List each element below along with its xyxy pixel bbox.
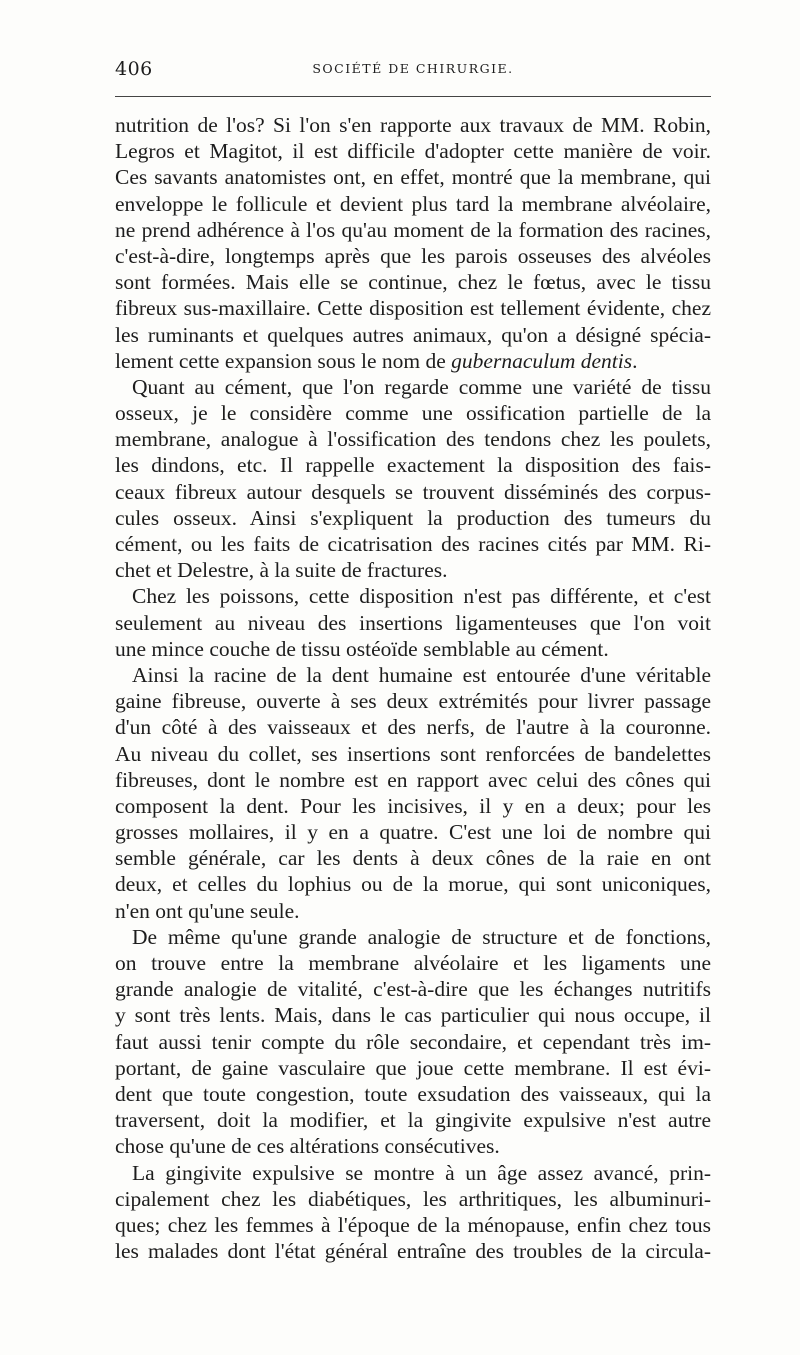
text-line-content: ceaux fibreux autour desquels se trouvent disséminés des corpus- xyxy=(115,479,711,504)
text-line xyxy=(115,426,711,452)
text-line-content: fibreux sus-maxillaire. Cette disposition est tellement évidente, chez xyxy=(115,296,711,321)
text-line xyxy=(115,479,711,505)
text-line-content: Quant au cément, que l'on regarde comme une variété de tissu xyxy=(132,374,711,399)
text-line-content: osseux, je le considère comme une ossification partielle de la xyxy=(115,401,711,426)
text-line xyxy=(115,1002,711,1028)
running-head: SOCIÉTÉ DE CHIRURGIE. xyxy=(312,61,514,76)
text-line-content: seulement au niveau des insertions ligamenteuses que l'on voit xyxy=(115,610,711,635)
text-line-content: chose qu'une de ces altérations consécutives. xyxy=(115,1134,500,1159)
text-line-content: dent que toute congestion, toute exsudation des vaisseaux, qui la xyxy=(115,1081,711,1106)
text-line-content: composent la dent. Pour les incisives, il y en a deux; pour les xyxy=(115,793,711,818)
text-line-content: Legros et Magitot, il est difficile d'adopter cette manière de voir. xyxy=(115,139,711,164)
text-line-content: gaine fibreuse, ouverte à ses deux extrémités pour livrer passage xyxy=(115,689,711,714)
text-line-content: ne prend adhérence à l'os qu'au moment de la formation des racines, xyxy=(115,217,711,242)
text-line xyxy=(115,1081,711,1107)
text-line xyxy=(115,217,711,243)
text-line xyxy=(115,950,711,976)
text-line xyxy=(115,243,711,269)
text-line-content: fibreuses, dont le nombre est en rapport avec celui des cônes qui xyxy=(115,767,711,792)
text-line xyxy=(115,191,711,217)
text-line xyxy=(115,662,711,688)
text-line-content: chet et Delestre, à la suite de fractures. xyxy=(115,558,448,583)
text-line-content: les dindons, etc. Il rappelle exactement la disposition des fais- xyxy=(115,453,711,478)
text-line xyxy=(115,112,711,138)
text-line xyxy=(115,269,711,295)
text-line xyxy=(115,1055,711,1081)
text-line-tail: . xyxy=(632,348,638,373)
text-line xyxy=(115,1238,711,1264)
text-line-content: grande analogie de vitalité, c'est-à-dire que les échanges nutritifs xyxy=(115,977,711,1002)
text-line-content: cules osseux. Ainsi s'expliquent la production des tumeurs du xyxy=(115,505,711,530)
text-line xyxy=(115,1107,711,1133)
text-line xyxy=(115,871,711,897)
text-line xyxy=(115,845,711,871)
text-line xyxy=(115,505,711,531)
text-line xyxy=(115,793,711,819)
text-line xyxy=(115,452,711,478)
text-line xyxy=(115,688,711,714)
text-line-content: portant, de gaine vasculaire que joue cette membrane. Il est évi- xyxy=(115,1055,711,1080)
text-line-content: nutrition de l'os? Si l'on s'en rapporte aux travaux de MM. Robin, xyxy=(115,113,711,137)
text-line-content: semble générale, car les dents à deux cônes de la raie en ont xyxy=(115,846,711,871)
header-rule xyxy=(115,96,711,97)
text-line-content: faut aussi tenir compte du rôle secondaire, et cependant très im- xyxy=(115,1029,711,1054)
italic-term: gubernaculum dentis xyxy=(451,348,633,373)
text-line xyxy=(115,924,711,950)
text-line-content: Ces savants anatomistes ont, en effet, montré que la membrane, qui xyxy=(115,165,711,190)
text-line-content: n'en ont qu'une seule. xyxy=(115,898,300,923)
text-line-content: ques; chez les femmes à l'époque de la ménopause, enfin chez tous xyxy=(115,1212,711,1237)
text-line xyxy=(115,400,711,426)
text-line xyxy=(115,348,711,374)
text-line-content: enveloppe le follicule et devient plus tard la membrane alvéolaire, xyxy=(115,191,711,216)
text-line-content: les malades dont l'état général entraîne des troubles de la circula- xyxy=(115,1239,711,1264)
text-line xyxy=(115,1186,711,1212)
text-line-content: les ruminants et quelques autres animaux, qu'on a désigné spécia- xyxy=(115,322,711,347)
text-line-content: y sont très lents. Mais, dans le cas particulier qui nous occupe, il xyxy=(115,1003,711,1028)
text-line-content: cipalement chez les diabétiques, les arthritiques, les albuminuri- xyxy=(115,1186,711,1211)
text-line-content: c'est-à-dire, longtemps après que les parois osseuses des alvéoles xyxy=(115,243,711,268)
text-line xyxy=(115,636,711,662)
page-header xyxy=(115,58,711,84)
text-line xyxy=(115,531,711,557)
text-line-content: lement cette expansion sous le nom de xyxy=(115,348,452,373)
text-line-content: traversent, doit la modifier, et la gingivite expulsive n'est autre xyxy=(115,1108,711,1133)
text-line xyxy=(115,610,711,636)
text-line xyxy=(115,557,711,583)
text-line xyxy=(115,1029,711,1055)
text-line xyxy=(115,583,711,609)
body-text xyxy=(115,112,711,1264)
text-line-content: on trouve entre la membrane alvéolaire et les ligaments une xyxy=(115,951,711,975)
text-line xyxy=(115,741,711,767)
text-line-content: grosses mollaires, il y en a quatre. C'est une loi de nombre qui xyxy=(115,820,711,845)
text-line-content: De même qu'une grande analogie de structure et de fonctions, xyxy=(132,924,711,949)
text-line xyxy=(115,767,711,793)
text-line-content: La gingivite expulsive se montre à un âge assez avancé, prin- xyxy=(132,1160,711,1185)
text-line xyxy=(115,898,711,924)
text-line xyxy=(115,1160,711,1186)
text-line xyxy=(115,295,711,321)
text-line-content: Ainsi la racine de la dent humaine est entourée d'une véritable xyxy=(132,662,711,687)
text-line xyxy=(115,1212,711,1238)
text-line-content: sont formées. Mais elle se continue, chez le fœtus, avec le tissu xyxy=(115,270,711,295)
text-line-content: une mince couche de tissu ostéoïde semblable au cément. xyxy=(115,636,609,661)
text-line xyxy=(115,138,711,164)
text-line-content: Chez les poissons, cette disposition n'est pas différente, et c'est xyxy=(132,584,711,609)
text-line-content: Au niveau du collet, ses insertions sont renforcées de bandelettes xyxy=(115,741,711,766)
text-line-content: deux, et celles du lophius ou de la morue, qui sont uniconiques, xyxy=(115,872,711,897)
text-line xyxy=(115,322,711,348)
page-number: 406 xyxy=(115,58,153,80)
text-line xyxy=(115,976,711,1002)
text-line-content: cément, ou les faits de cicatrisation des racines cités par MM. Ri- xyxy=(115,532,711,556)
text-line xyxy=(115,164,711,190)
text-line xyxy=(115,714,711,740)
text-line xyxy=(115,819,711,845)
text-line xyxy=(115,374,711,400)
text-line xyxy=(115,1133,711,1159)
text-line-content: d'un côté à des vaisseaux et des nerfs, de l'autre à la couronne. xyxy=(115,715,711,740)
text-line-content: membrane, analogue à l'ossification des tendons chez les poulets, xyxy=(115,427,711,452)
